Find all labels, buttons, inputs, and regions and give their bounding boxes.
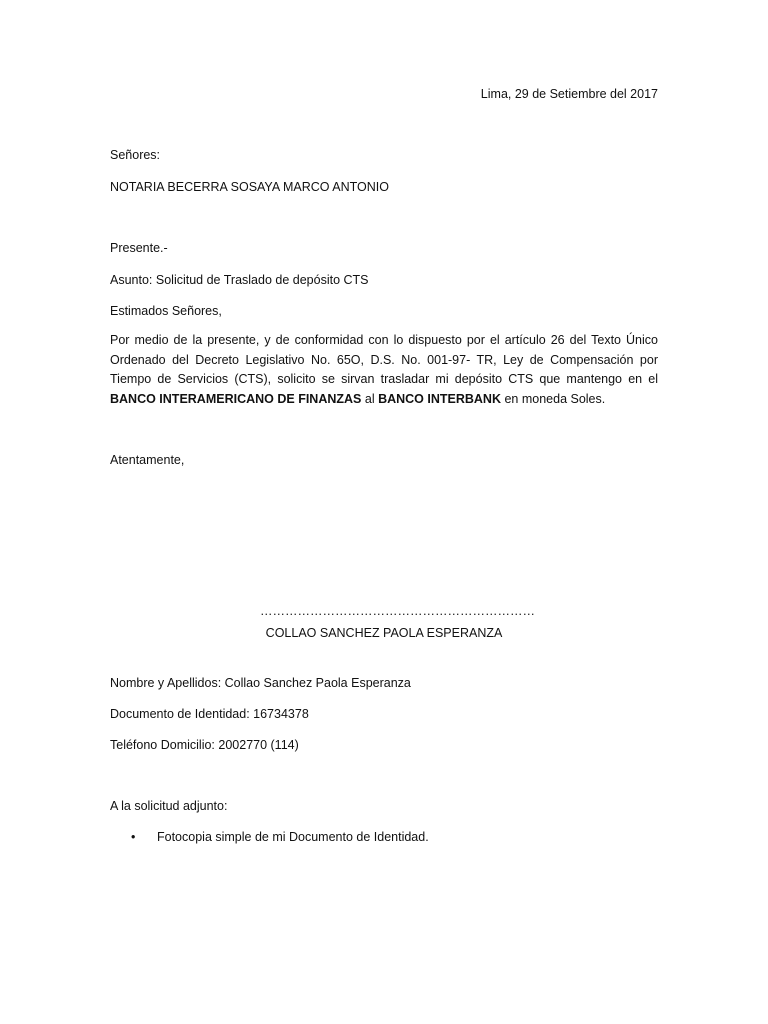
greeting: Estimados Señores, [110, 304, 222, 318]
presente-line: Presente.- [110, 241, 168, 255]
bank-from: BANCO INTERAMERICANO DE FINANZAS [110, 391, 362, 406]
subject-text: Solicitud de Traslado de depósito CTS [155, 273, 369, 287]
subject-line [110, 273, 369, 287]
closing: Atentamente, [110, 453, 185, 467]
body-text-2: al [361, 391, 379, 406]
bullet-icon: • [131, 830, 136, 844]
body-text-1: Por medio de la presente, y de conformidad con lo dispuesto por el artículo 26 del Texto Único Ordenado del Decreto Legislativo No. 65O, D.S. No. 001-97- TR, Ley de Compensación por Tiempo de Servicios (CTS), solicito se sirvan trasladar mi depósito CTS que mantengo en el [110, 333, 658, 386]
detail-name: Nombre y Apellidos: Collao Sanchez Paola Esperanza [110, 676, 411, 690]
detail-phone: Teléfono Domicilio: 2002770 (114) [110, 738, 299, 752]
detail-id: Documento de Identidad: 16734378 [110, 707, 309, 721]
body-paragraph [110, 331, 658, 409]
subject-label: Asunto: [110, 273, 153, 287]
letter-date: Lima, 29 de Setiembre del 2017 [480, 87, 658, 101]
list-item [110, 830, 429, 844]
signature-line: ………………………………………………………… [260, 604, 535, 618]
attachment-text: Fotocopia simple de mi Documento de Identidad. [157, 830, 429, 844]
attachments-label: A la solicitud adjunto: [110, 799, 228, 813]
body-text-3: en moneda Soles. [501, 391, 606, 406]
signature-name: COLLAO SANCHEZ PAOLA ESPERANZA [265, 626, 503, 640]
salutation: Señores: [110, 148, 161, 162]
bank-to: BANCO INTERBANK [378, 391, 501, 406]
recipient-name: NOTARIA BECERRA SOSAYA MARCO ANTONIO [110, 180, 389, 194]
attachments-list [110, 830, 429, 844]
